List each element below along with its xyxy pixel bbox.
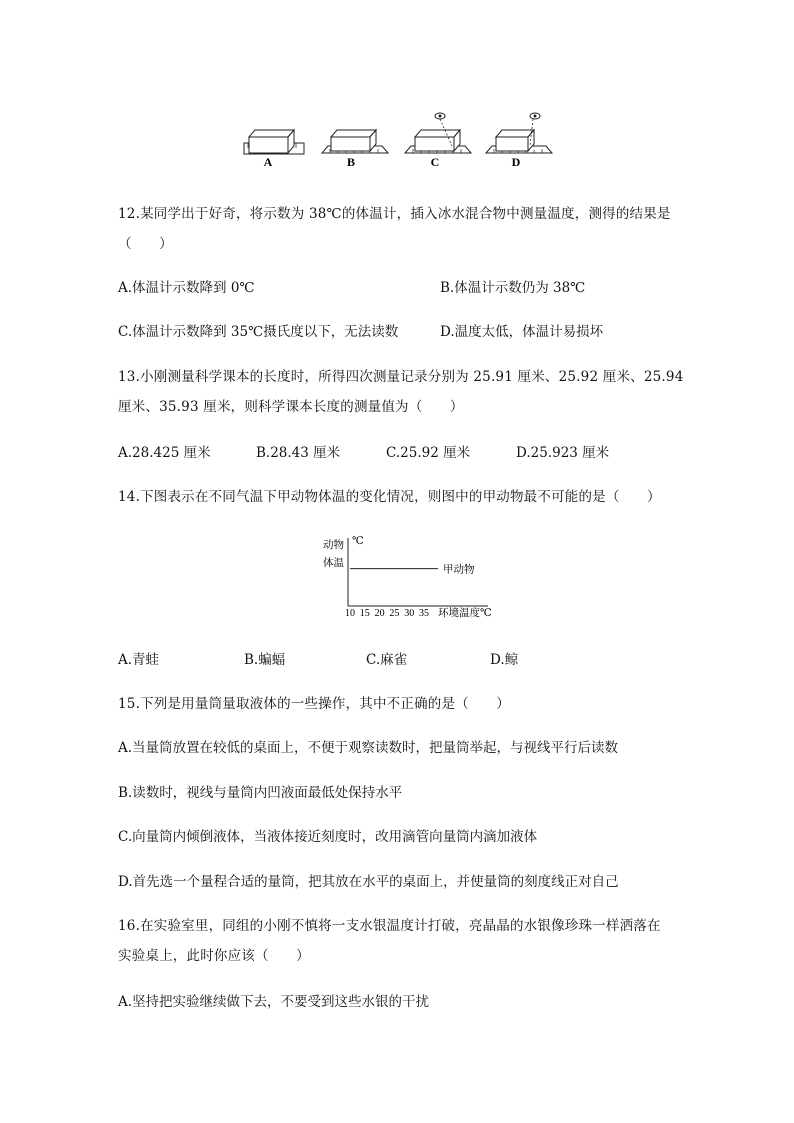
chart-ylabel-line1: 动物 <box>323 540 344 551</box>
chart-ylabel-line2: 体温 <box>323 558 344 569</box>
q13-option-b: B.28.43 厘米 <box>256 445 341 461</box>
chart-xlabel: 环境温度℃ <box>438 608 492 619</box>
q13-option-d: D.25.923 厘米 <box>516 445 610 461</box>
ruler-label-c: C <box>430 155 440 169</box>
q12-option-b: B.体温计示数仍为 38℃ <box>440 280 586 296</box>
x-tick-label: 35 <box>419 608 429 619</box>
q14-option-d: D.鲸 <box>490 652 519 668</box>
q16-option-a: A.坚持把实验继续做下去，不要受到这些水银的干扰 <box>118 994 430 1010</box>
ruler-label-d: D <box>511 155 521 169</box>
q15-option-c: C.向量筒内倾倒液体，当液体接近刻度时，改用滴管向量筒内滴加液体 <box>118 829 538 845</box>
x-tick-label: 10 <box>345 608 355 619</box>
chart-y-unit: ℃ <box>352 536 364 547</box>
x-tick-label: 15 <box>359 608 370 619</box>
q12-stem-line1: 12.某同学出于好奇，将示数为 38℃的体温计，插入冰水混合物中测量温度，测得的结果是 <box>118 206 671 222</box>
q12-option-d: D.温度太低，体温计易损坏 <box>440 324 604 340</box>
q13-option-a: A.28.425 厘米 <box>118 445 211 461</box>
q16-stem-line2: 实验桌上，此时你应该（ ） <box>118 948 310 964</box>
ruler-diagram-d <box>486 113 552 169</box>
q14-stem: 14.下图表示在不同气温下甲动物体温的变化情况，则图中的甲动物最不可能的是（ ） <box>118 489 661 505</box>
q15-stem: 15.下列是用量筒量取液体的一些操作，其中不正确的是（ ） <box>118 696 510 712</box>
q15-option-d: D.首先选一个量程合适的量筒，把其放在水平的桌面上，并使量筒的刻度线正对自己 <box>118 874 619 890</box>
x-tick-label: 30 <box>404 608 415 619</box>
q14-option-a: A.青蛙 <box>118 652 160 668</box>
q14-option-b: B.蝙蝠 <box>244 652 286 668</box>
ruler-diagram-c <box>405 113 471 169</box>
ruler-diagram-a <box>244 130 304 169</box>
ruler-diagram-b <box>322 130 388 169</box>
q16-stem-line1: 16.在实验室里，同组的小刚不慎将一支水银温度计打破，亮晶晶的水银像珍珠一样洒落在 <box>118 918 661 934</box>
x-tick-label: 25 <box>389 608 400 619</box>
x-tick-label: 20 <box>374 608 385 619</box>
q13-stem-line1: 13.小刚测量科学课本的长度时，所得四次测量记录分别为 25.91 厘米、25.92 厘米、25.94 <box>118 369 684 385</box>
q14-option-c: C.麻雀 <box>366 652 408 668</box>
ruler-label-a: A <box>263 155 273 169</box>
q13-stem-line2: 厘米、35.93 厘米，则科学课本长度的测量值为（ ） <box>118 399 464 415</box>
q12-option-c: C.体温计示数降到 35℃摄氏度以下，无法读数 <box>118 324 399 340</box>
series-label: 甲动物 <box>443 564 475 576</box>
q13-option-c: C.25.92 厘米 <box>386 445 471 461</box>
q12-option-a: A.体温计示数降到 0℃ <box>118 280 255 296</box>
q12-stem-line2: （ ） <box>118 236 173 252</box>
ruler-label-b: B <box>346 155 356 169</box>
q15-option-b: B.读数时，视线与量筒内凹液面最低处保持水平 <box>118 785 403 801</box>
q15-option-a: A.当量筒放置在较低的桌面上，不便于观察读数时，把量筒举起，与视线平行后读数 <box>118 740 619 756</box>
